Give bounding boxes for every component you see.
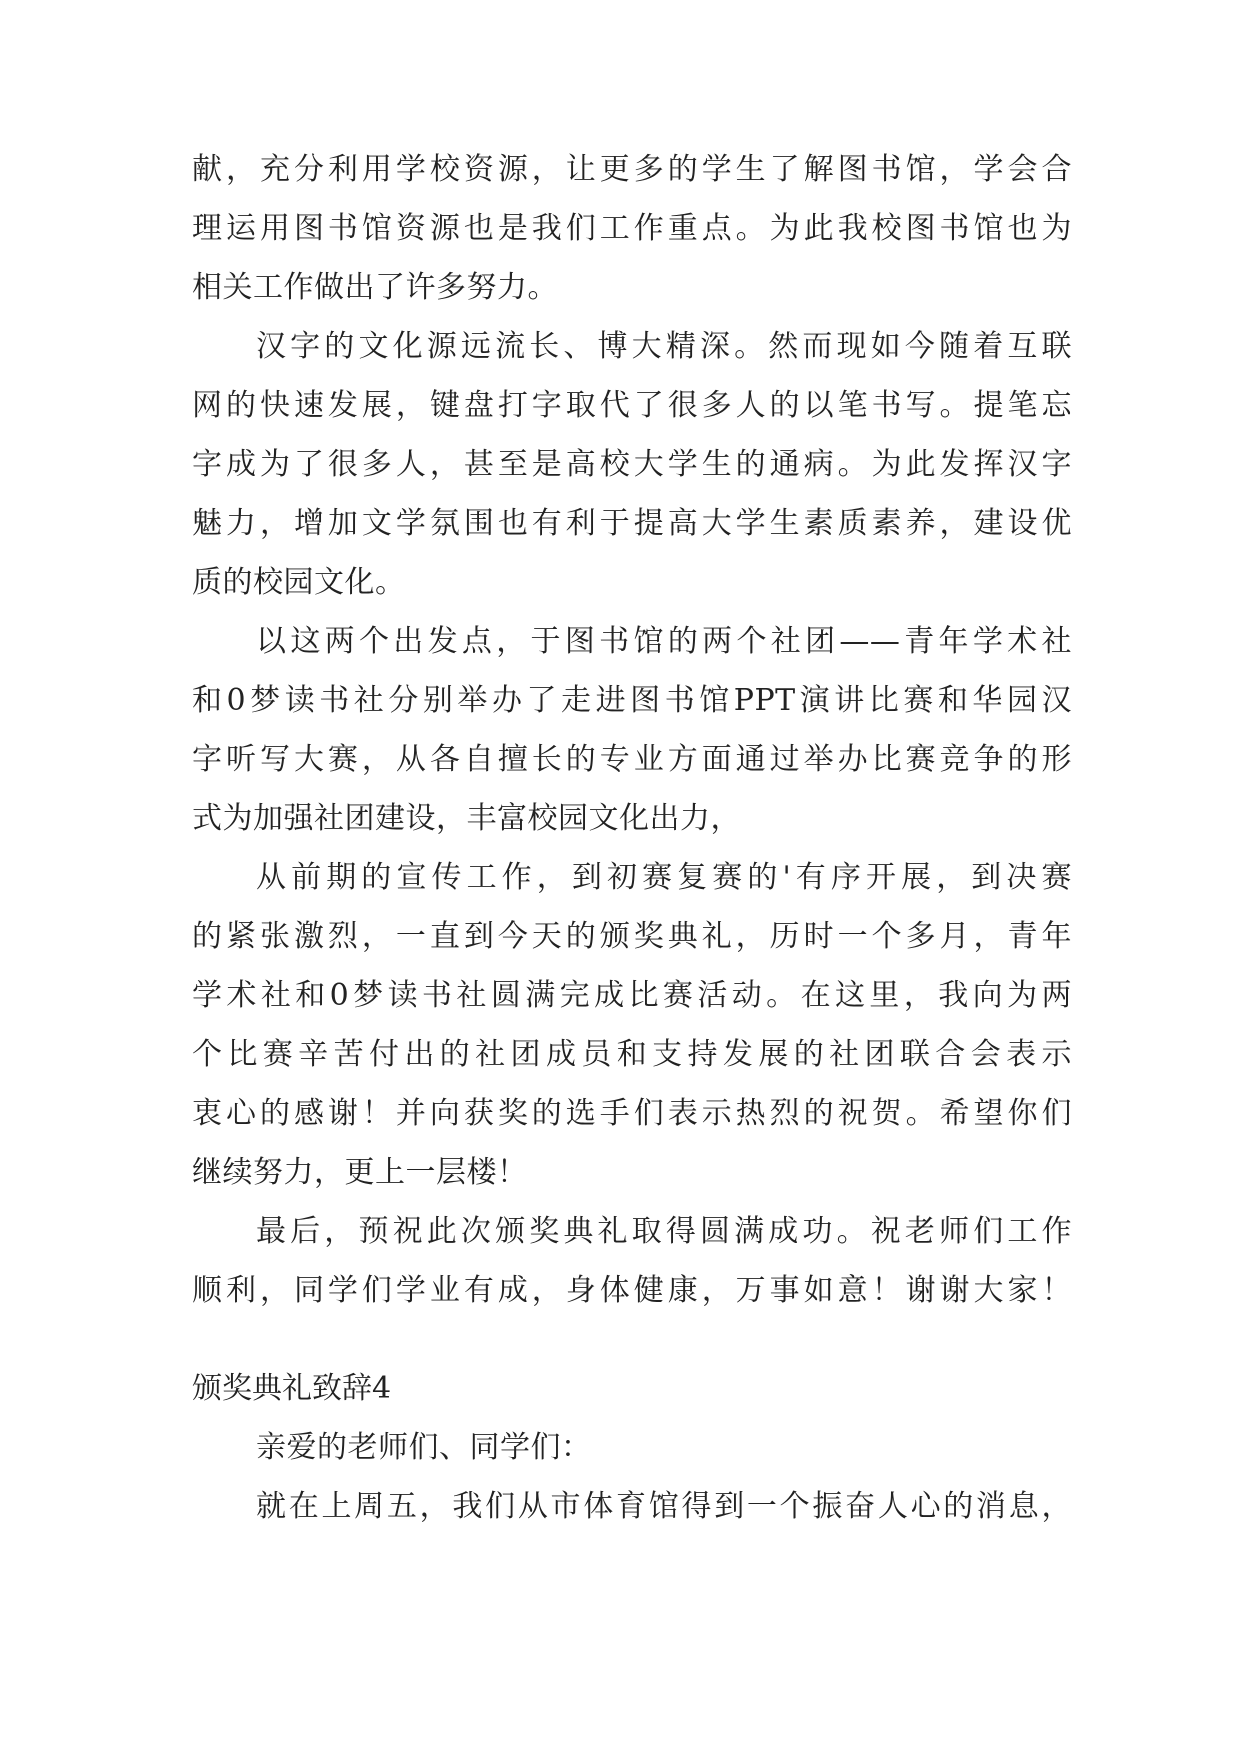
paragraph-line: 相关工作做出了许多努力。 xyxy=(192,270,558,305)
paragraph-line: 魅力，增加文学氛围也有利于提高大学生素质素养，建设优 xyxy=(192,506,1072,541)
salutation-line: 亲爱的老师们、同学们： xyxy=(256,1430,592,1465)
paragraph-line: 和0梦读书社分别举办了走进图书馆PPT演讲比赛和华园汉 xyxy=(192,683,1072,718)
paragraph-line: 继续努力，更上一层楼！ xyxy=(192,1155,528,1190)
paragraph-line: 学术社和0梦读书社圆满完成比赛活动。在这里，我向为两 xyxy=(192,978,1072,1013)
paragraph-line: 字听写大赛，从各自擅长的专业方面通过举办比赛竞争的形 xyxy=(192,742,1072,777)
paragraph-line: 网的快速发展，键盘打字取代了很多人的以笔书写。提笔忘 xyxy=(192,388,1072,423)
paragraph-line: 个比赛辛苦付出的社团成员和支持发展的社团联合会表示 xyxy=(192,1037,1072,1072)
paragraph-line: 从前期的宣传工作，到初赛复赛的'有序开展，到决赛 xyxy=(256,860,1072,895)
paragraph-line: 理运用图书馆资源也是我们工作重点。为此我校图书馆也为 xyxy=(192,211,1072,246)
paragraph-line: 以这两个出发点，于图书馆的两个社团——青年学术社 xyxy=(256,624,1072,659)
paragraph-line: 最后，预祝此次颁奖典礼取得圆满成功。祝老师们工作 xyxy=(256,1214,1072,1249)
paragraph-line: 式为加强社团建设，丰富校园文化出力， xyxy=(192,801,741,836)
paragraph-line: 汉字的文化源远流长、博大精深。然而现如今随着互联 xyxy=(256,329,1072,364)
paragraph-line: 字成为了很多人，甚至是高校大学生的通病。为此发挥汉字 xyxy=(192,447,1072,482)
paragraph-line: 献，充分利用学校资源，让更多的学生了解图书馆，学会合 xyxy=(192,152,1072,187)
paragraph-line: 质的校园文化。 xyxy=(192,565,406,600)
paragraph-line: 顺利，同学们学业有成，身体健康，万事如意！谢谢大家！ xyxy=(192,1273,1072,1308)
section-heading: 颁奖典礼致辞4 xyxy=(192,1371,392,1406)
paragraph-line: 就在上周五，我们从市体育馆得到一个振奋人心的消息， xyxy=(256,1489,1072,1524)
paragraph-line: 衷心的感谢！并向获奖的选手们表示热烈的祝贺。希望你们 xyxy=(192,1096,1072,1131)
paragraph-line: 的紧张激烈，一直到今天的颁奖典礼，历时一个多月，青年 xyxy=(192,919,1072,954)
